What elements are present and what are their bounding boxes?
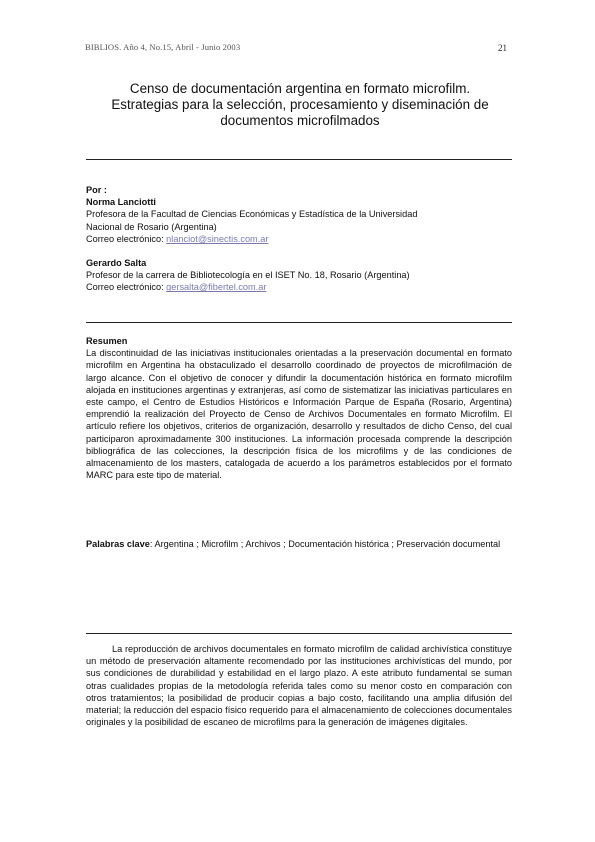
divider-rule (86, 633, 512, 634)
page-number: 21 (498, 43, 507, 53)
abstract (86, 335, 512, 481)
author-email-line (86, 233, 516, 245)
title-line: Estrategias para la selección, procesamiento y diseminación de (111, 97, 489, 112)
abstract-text: La discontinuidad de las iniciativas institucionales orientadas a la preservación documental en formato microfilm en Argentina ha obstaculizado el desarrollo coordinado de proyectos de microfilmación de largo alcance. Con el objetivo de conocer y difundir la documentación histórica en formato microfilm alojada en instituciones argentinas y extranjeras, así como de sistematizar las iniciativas particulares en este campo, el Centro de Estudios Históricos e Información Parque de España (Rosario, Argentina) emprendió la realización del Proyecto de Censo de Archivos Documentales en formato Microfilm. El artículo refiere los objetivos, criterios de organización, desarrollo y resultados de dicho Censo, del cual participaron aproximadamente 300 instituciones. La información procesada comprende la descripción bibliográfica de las colecciones, la descripción física de los microfilms y de las condiciones de almacenamiento de los masters, catalogada de acuerdo a los parámetros establecidos por el formato MARC para este tipo de material. (86, 348, 512, 481)
body-paragraph: La reproducción de archivos documentales en formato microfilm de calidad archivística constituye un método de preservación altamente recomendado por las instituciones archivísticas del mundo, por sus condiciones de durabilidad y estabilidad en el largo plazo. A este atributo fundamental se suman otras cualidades propias de la metodología referida tales como su menor costo en comparación con otros tratamientos; la posibilidad de producir copias a bajo costo, facilitando una amplia difusión del material; la reducción del espacio físico requerido para el almacenamiento de colecciones documentales originales y la posibilidad de escaneo de microfilms para la generación de imágenes digitales. (86, 644, 512, 728)
author-affiliation: Profesor de la carrera de Bibliotecología en el ISET No. 18, Rosario (Argentina) (86, 270, 410, 281)
email-label: Correo electrónico: (86, 282, 167, 293)
keywords (86, 538, 512, 550)
email-link[interactable]: gersalta@fibertel.com.ar (166, 282, 267, 293)
author-name: Norma Lanciotti (86, 197, 156, 208)
title-line: documentos microfilmados (220, 113, 380, 128)
author-email-line (86, 281, 516, 293)
divider-rule (86, 322, 512, 323)
author-block (86, 184, 516, 294)
author-affiliation: Profesora de la Facultad de Ciencias Económicas y Estadística de la Universidad (86, 209, 418, 220)
email-link[interactable]: nlanciot@sinectis.com.ar (166, 233, 269, 244)
email-label: Correo electrónico: (86, 233, 167, 244)
title-line: Censo de documentación argentina en formato microfilm. (129, 81, 471, 96)
divider-rule (86, 159, 512, 160)
byline: Por : (86, 185, 107, 195)
article-title (80, 81, 520, 129)
author-affiliation: Nacional de Rosario (Argentina) (86, 221, 217, 232)
author-name: Gerardo Salta (86, 258, 147, 269)
running-header: BIBLIOS. Año 4, No.15, Abril - Junio 2003 (85, 42, 241, 52)
keywords-label: Palabras clave (86, 539, 150, 549)
abstract-heading: Resumen (86, 336, 128, 346)
keywords-text: : Argentina ; Microfilm ; Archivos ; Documentación histórica ; Preservación documental (149, 539, 501, 549)
